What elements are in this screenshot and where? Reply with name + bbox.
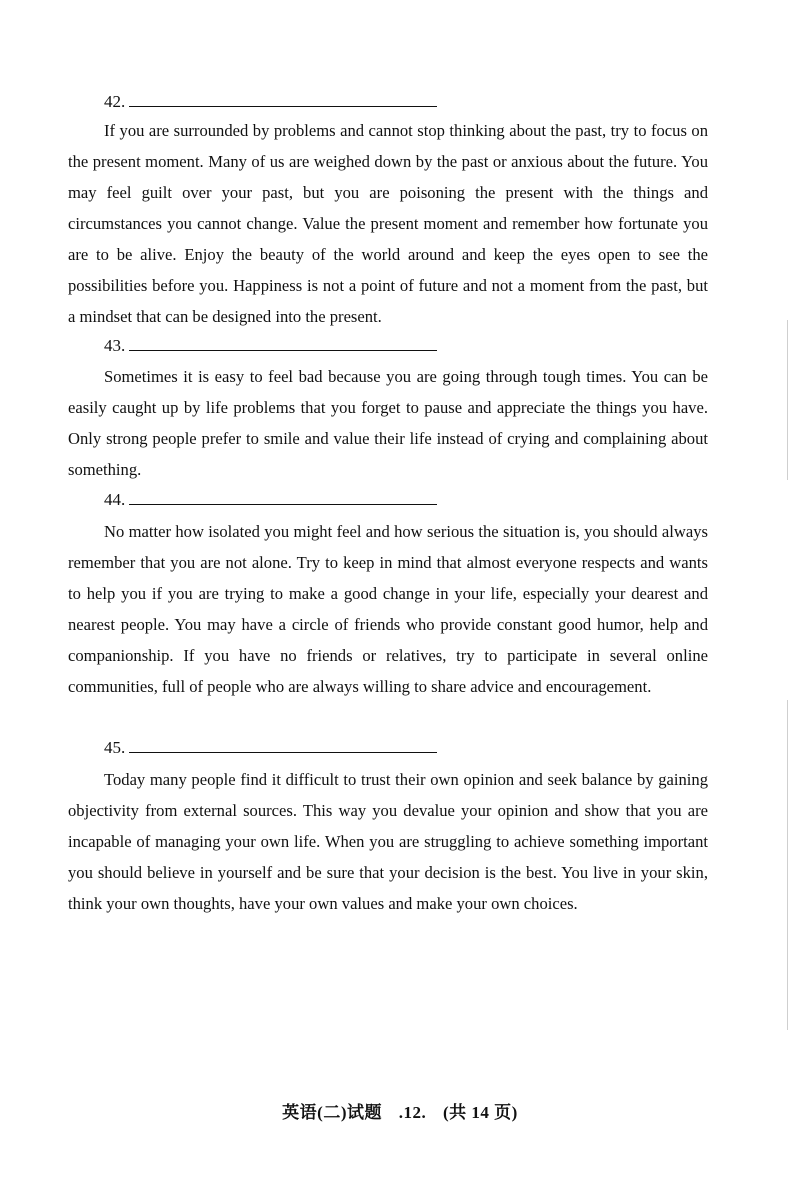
question-44-number-line bbox=[104, 488, 437, 510]
footer-total-pages: (共 14 页) bbox=[443, 1103, 518, 1122]
page-footer bbox=[0, 1098, 800, 1123]
paragraph-44: No matter how isolated you might feel and how serious the situation is, you should always remember that you are not alone. Try to keep in mind that almost everyone respects and wants to help you if you are trying to make a good change in your life, especially your dearest and nearest people. You may have a circle of friends who provide constant good humor, help and companionship. If you have no friends or relatives, try to participate in several online communities, full of people who are always willing to share advice and encouragement. bbox=[68, 522, 708, 696]
footer-title: 英语(二)试题 bbox=[282, 1103, 382, 1122]
footer-page-number: .12. bbox=[398, 1103, 427, 1122]
question-42-number-line bbox=[104, 90, 437, 112]
answer-blank bbox=[129, 90, 437, 107]
question-45-number-line bbox=[104, 736, 437, 758]
paragraph-42: If you are surrounded by problems and cannot stop thinking about the past, try to focus on the present moment. Many of us are weighed down by the past or anxious about the future. You may feel guilt over your past, but you are poisoning the present with the things and circumstances you cannot change. Value the present moment and remember how fortunate you are to be alive. Enjoy the beauty of the world around and keep the eyes open to see the possibilities before you. Happiness is not a point of future and not a moment from the past, but a mindset that can be designed into the present. bbox=[68, 121, 708, 326]
answer-blank bbox=[129, 488, 437, 505]
answer-blank bbox=[129, 334, 437, 351]
question-43-number-line bbox=[104, 334, 437, 356]
paragraph-45: Today many people find it difficult to trust their own opinion and seek balance by gaining objectivity from external sources. This way you devalue your opinion and show that you are incapable of managing your own life. When you are struggling to achieve something important you should believe in yourself and be sure that your decision is the best. You live in your skin, think your own thoughts, have your own values and make your own choices. bbox=[68, 770, 708, 913]
question-number: 45. bbox=[104, 738, 126, 757]
question-number: 42. bbox=[104, 92, 126, 111]
question-number: 43. bbox=[104, 336, 126, 355]
scan-margin-line bbox=[787, 320, 788, 480]
paragraph-43: Sometimes it is easy to feel bad because you are going through tough times. You can be easily caught up by life problems that you forget to pause and appreciate the things you have. Only strong people prefer to smile and value their life instead of crying and complaining about something. bbox=[68, 367, 708, 479]
answer-blank bbox=[129, 736, 437, 753]
question-number: 44. bbox=[104, 490, 126, 509]
scan-margin-line bbox=[787, 700, 788, 1030]
